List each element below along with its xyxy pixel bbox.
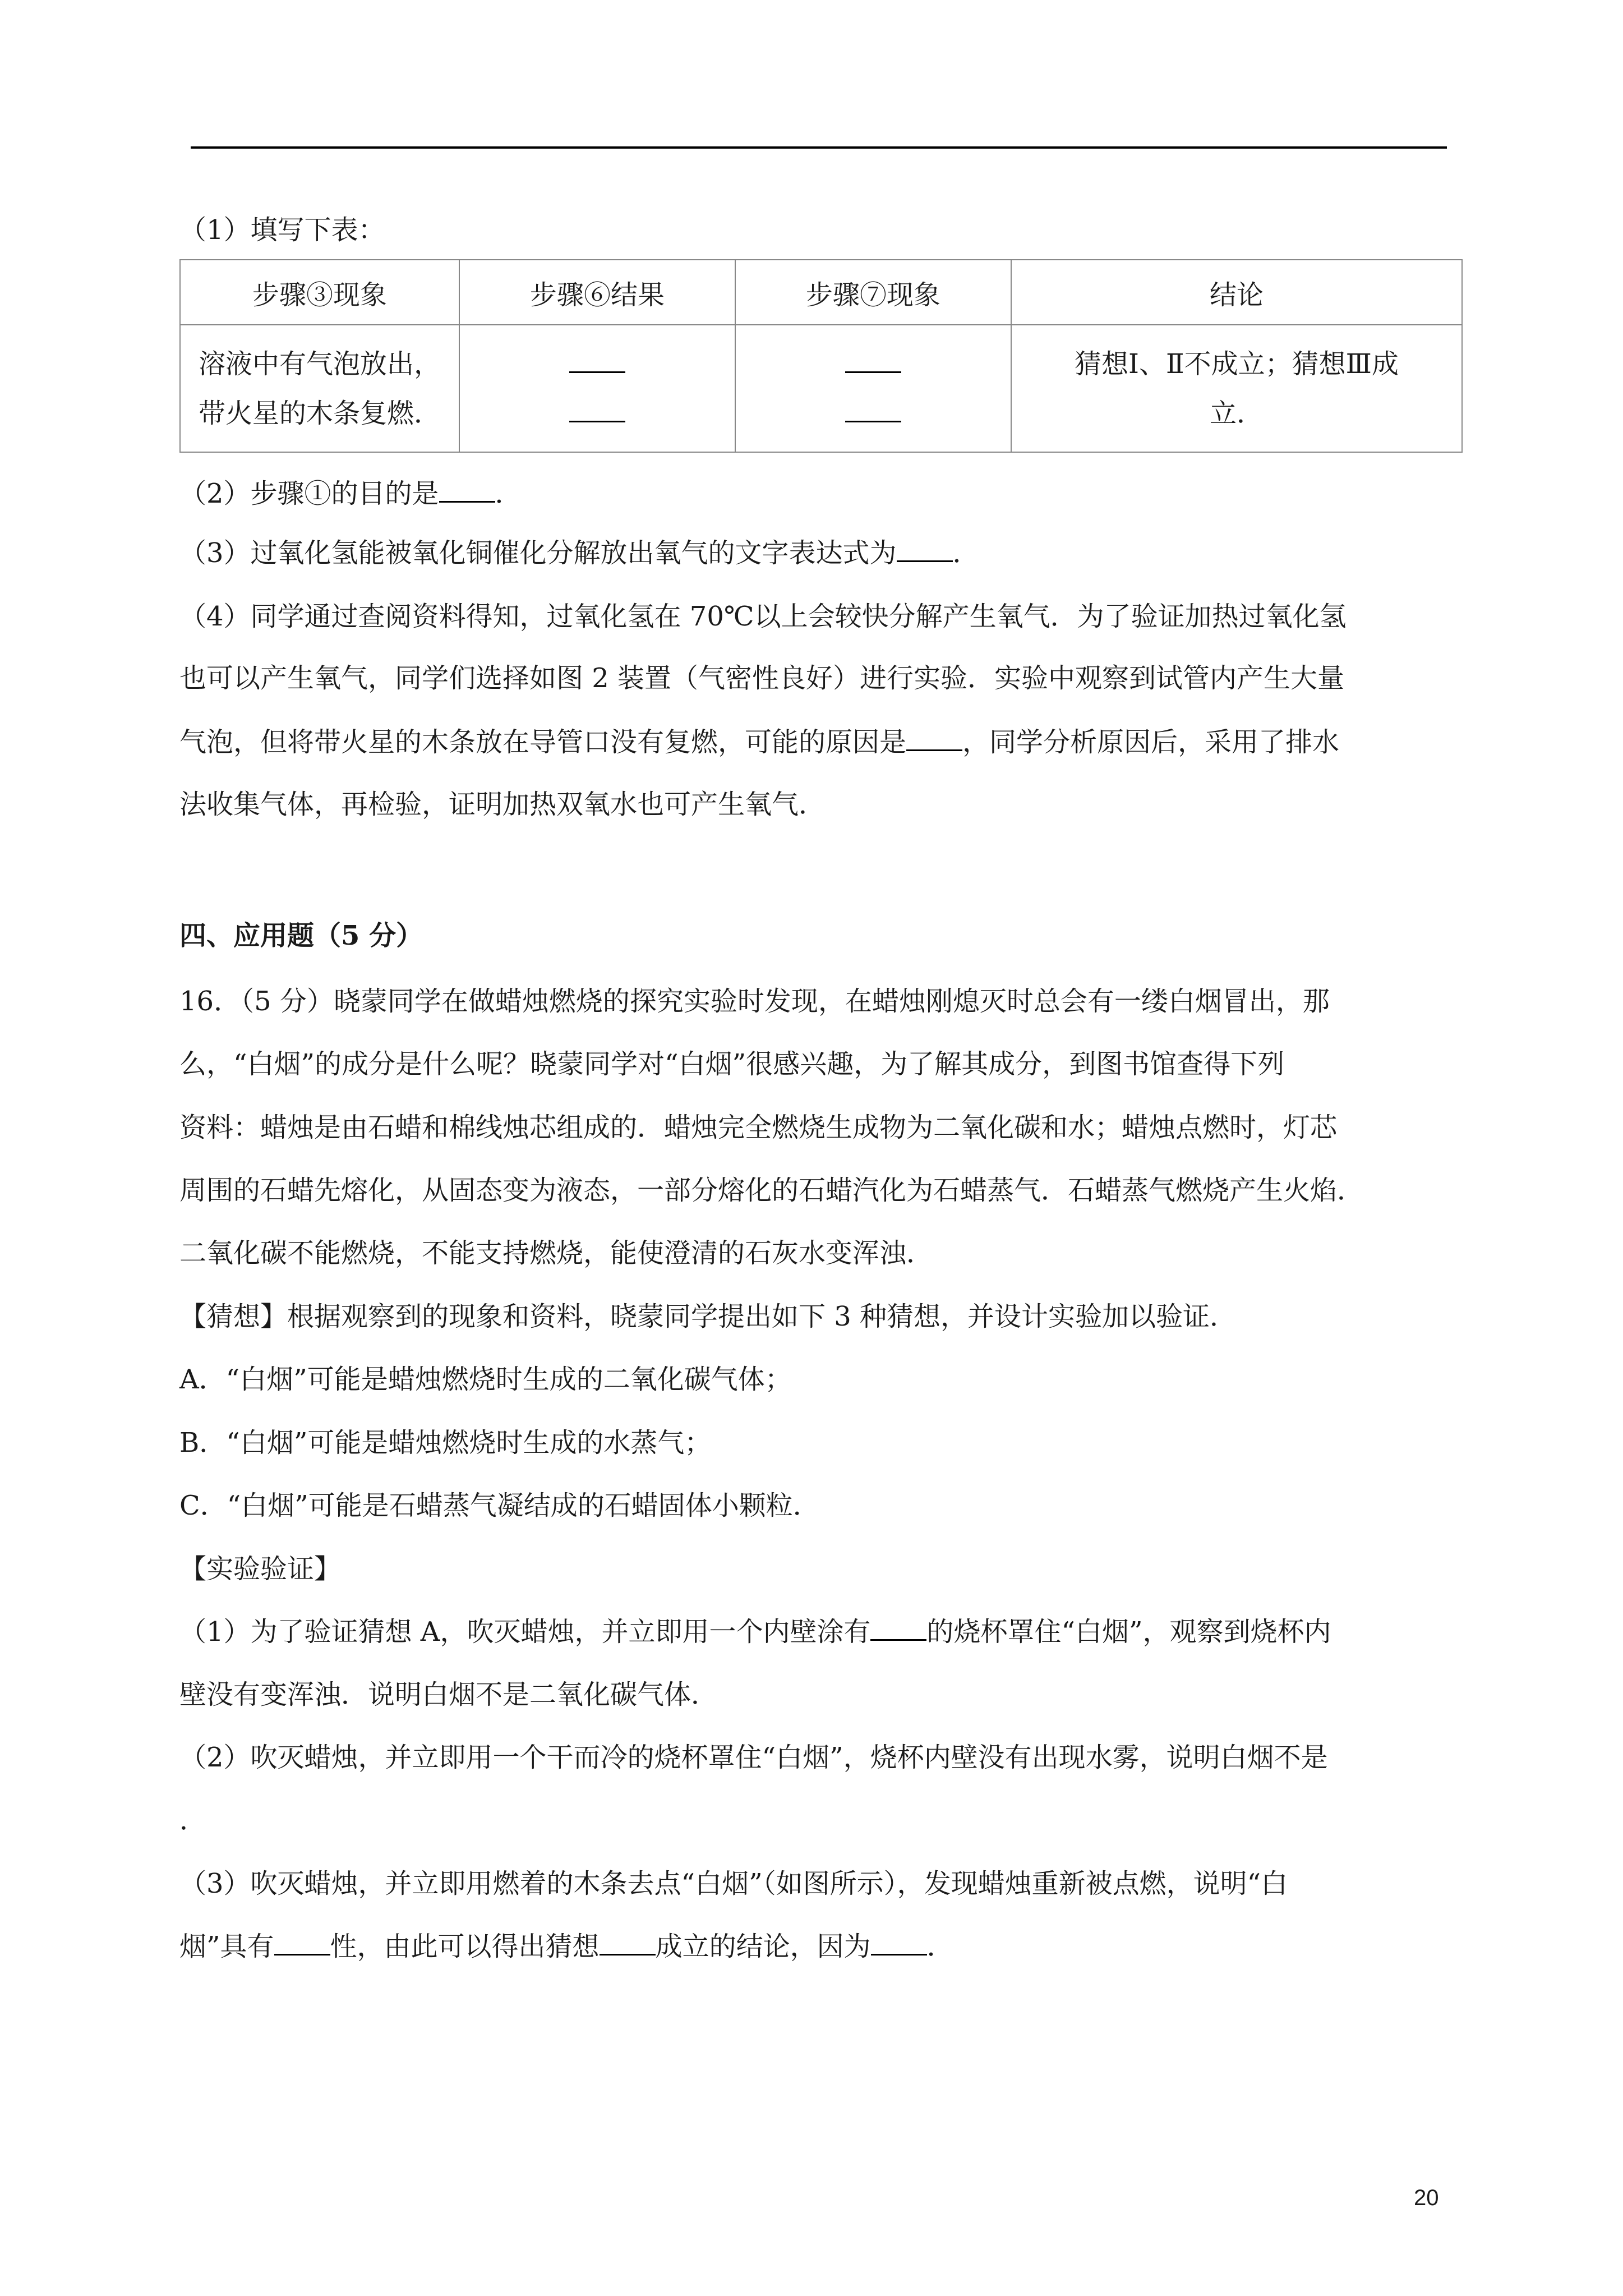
answer-blank [906,727,962,751]
text: ，同学分析原因后，采用了排水 [962,726,1340,758]
q15-part4-line1: （4）同学通过查阅资料得知，过氧化氢在 70℃以上会较快分解产生氧气．为了验证加热过氧化氢 [179,601,1347,632]
answer-blank [870,1617,926,1641]
q15-part4-line3 [179,724,1453,760]
q16-step3-line1: （3）吹灭蜡烛，并立即用燃着的木条去点“白烟”（如图所示），发现蜡烛重新被点燃，说明“白 [179,1868,1288,1899]
cell-text: 猜想Ⅰ、Ⅱ不成立；猜想Ⅲ成 [1075,348,1399,380]
q16-line2: 么，“白烟”的成分是什么呢？晓蒙同学对“白烟”很感兴趣，为了解其成分，到图书馆查得下列 [179,1048,1285,1080]
table-header-cell: 步骤③现象 [180,260,459,325]
answer-blank [845,393,901,422]
table-header-cell: 步骤⑦现象 [735,260,1011,325]
q16-option-a: A．“白烟”可能是蜡烛燃烧时生成的二氧化碳气体； [179,1364,792,1395]
table-cell-step3 [180,325,459,452]
table-cell-step7 [735,325,1011,452]
table-row [180,325,1462,452]
q16-step3-line2 [179,1929,1453,1964]
q16-step1-line2: 壁没有变浑浊．说明白烟不是二氧化碳气体． [179,1679,718,1710]
q16-line3: 资料：蜡烛是由石蜡和棉线烛芯组成的．蜡烛完全燃烧生成物为二氧化碳和水；蜡烛点燃时，灯芯 [179,1112,1338,1143]
text: ． [495,478,522,509]
text: 烟”具有 [179,1931,274,1962]
q16-option-b: B．“白烟”可能是蜡烛燃烧时生成的水蒸气； [179,1427,712,1458]
text: 性，由此可以得出猜想 [330,1931,600,1962]
q16-guess: 【猜想】根据观察到的现象和资料，晓蒙同学提出如下 3 种猜想，并设计实验加以验证． [179,1301,1237,1332]
answer-blank [871,1931,927,1955]
answer-blank [897,538,953,562]
answer-blank [569,393,625,422]
table-cell-conclusion [1011,325,1462,452]
text: ． [926,1931,954,1962]
table-header-cell: 结论 [1011,260,1462,325]
table-header-cell: 步骤⑥结果 [459,260,735,325]
table-cell-step6 [459,325,735,452]
q15-part4-line4: 法收集气体，再检验，证明加热双氧水也可产生氧气． [179,789,826,820]
q16-step1-line1 [179,1614,1453,1650]
q16-step2-line1: （2）吹灭蜡烛，并立即用一个干而冷的烧杯罩住“白烟”，烧杯内壁没有出现水雾，说明白烟不是 [179,1742,1328,1773]
results-table [179,259,1463,453]
text: ． [952,537,980,569]
page-number: 20 [1414,2185,1439,2210]
text: （1）为了验证猜想 A，吹灭蜡烛，并立即用一个内壁涂有 [179,1616,871,1648]
answer-blank [569,343,625,373]
q16-line4: 周围的石蜡先熔化，从固态变为液态，一部分熔化的石蜡汽化为石蜡蒸气．石蜡蒸气燃烧产生火焰． [179,1175,1364,1206]
q15-part3 [179,535,1453,571]
text: （2）步骤①的目的是 [179,478,439,509]
q16-verify-heading: 【实验验证】 [179,1553,342,1585]
q16-option-c: C．“白烟”可能是石蜡蒸气凝结成的石蜡固体小颗粒． [179,1490,820,1521]
q15-part1-label: （1）填写下表： [179,214,385,246]
q15-part2 [179,476,1453,512]
text: 气泡，但将带火星的木条放在导管口没有复燃，可能的原因是 [179,726,907,758]
text: 的烧杯罩住“白烟”，观察到烧杯内 [926,1616,1331,1648]
cell-text: 带火星的木条复燃． [198,397,441,429]
cell-text: 立． [1209,397,1264,429]
table-header-row [180,260,1462,325]
answer-blank [439,478,495,503]
header-rule [191,146,1447,149]
section-heading: 四、应用题（5 分） [179,920,423,951]
q15-part4-line2: 也可以产生氧气，同学们选择如图 2 装置（气密性良好）进行实验．实验中观察到试管内产生大量 [179,662,1345,694]
cell-text: 溶液中有气泡放出， [198,348,441,380]
q16-line5: 二氧化碳不能燃烧，不能支持燃烧，能使澄清的石灰水变浑浊． [179,1237,934,1269]
answer-blank [600,1931,656,1955]
answer-blank [845,343,901,373]
q16-step2-line2: ． [179,1805,207,1836]
text: （3）过氧化氢能被氧化铜催化分解放出氧气的文字表达式为 [179,537,897,569]
q16-line1: 16．（5 分）晓蒙同学在做蜡烛燃烧的探究实验时发现，在蜡烛刚熄灭时总会有一缕白烟冒出，那 [179,986,1330,1017]
answer-blank [274,1931,330,1955]
text: 成立的结论，因为 [655,1931,871,1962]
